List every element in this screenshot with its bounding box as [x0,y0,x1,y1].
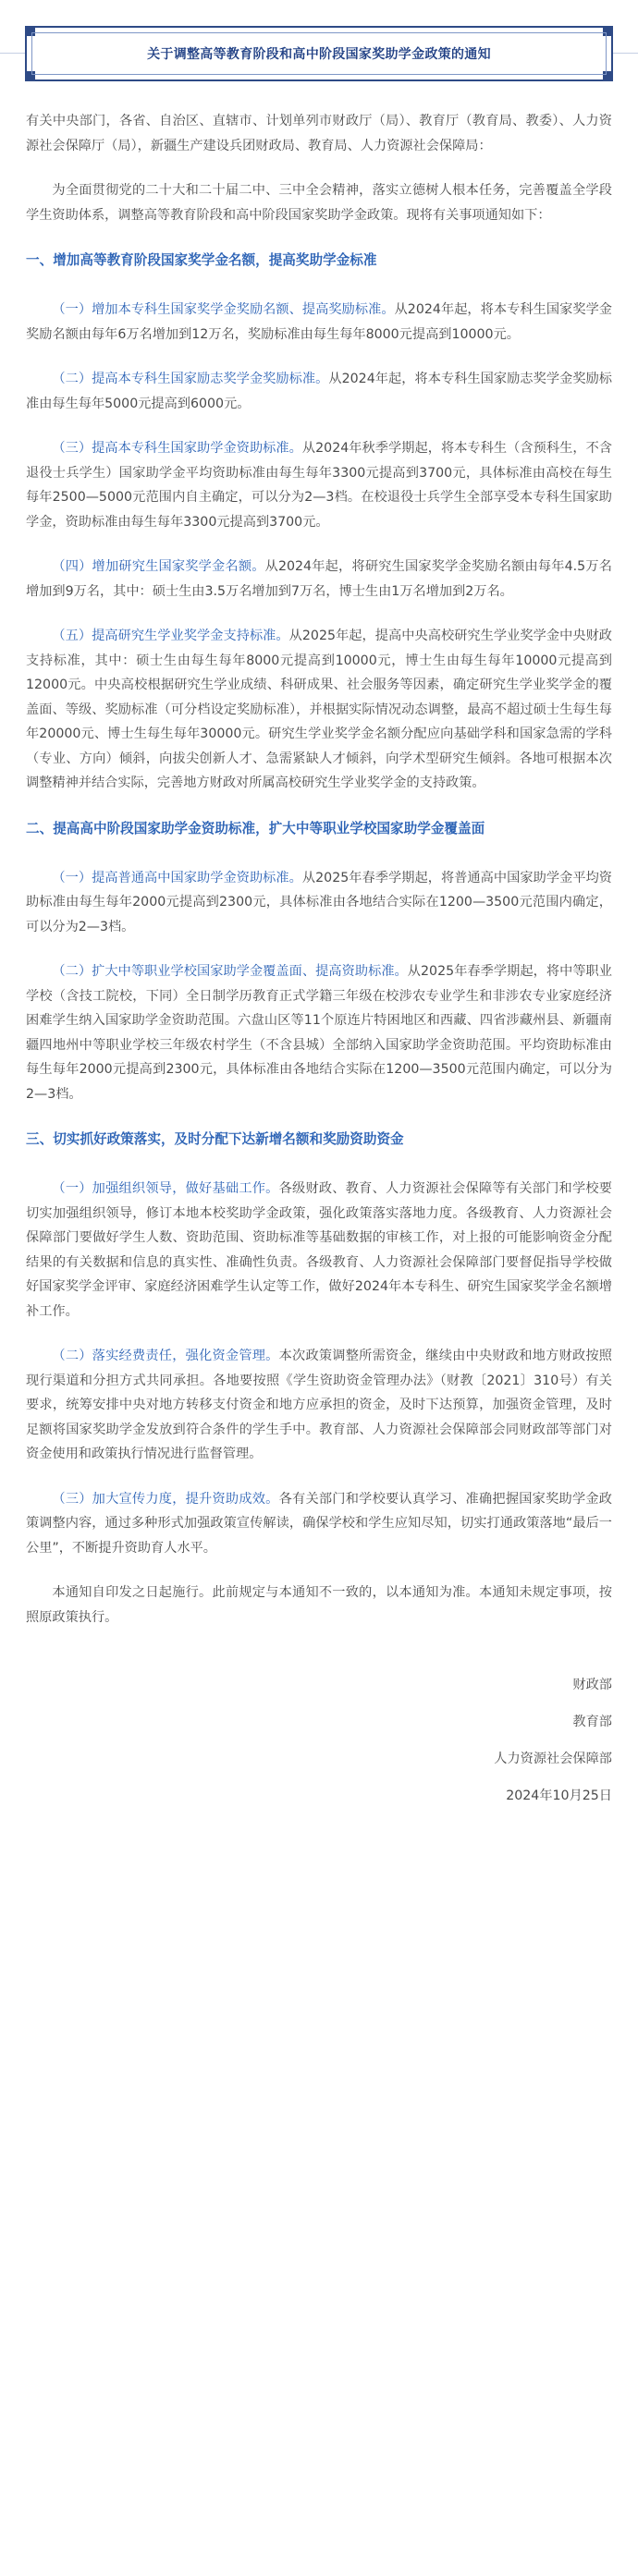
signature-block [26,1666,612,1814]
item-lead: （一）提高普通高中国家助学金资助标准。 [52,870,302,885]
page-title: 关于调整高等教育阶段和高中阶段国家奖助学金政策的通知 [147,47,491,62]
item-lead: （四）增加研究生国家奖学金名额。 [52,559,265,574]
item-body: 从2024年起，将本专科生国家奖学金奖励名额由每年6万名增加到12万名，奖励标准由每生每年8000元提高到10000元。 [26,302,612,342]
item-lead: （二）扩大中等职业学校国家助学金覆盖面、提高资助标准。 [52,964,408,979]
closing-paragraph: 本通知自印发之日起施行。此前规定与本通知不一致的，以本通知为准。本通知未规定事项，按照原政策执行。 [26,1585,612,1625]
issue-date: 2024年10月25日 [506,1789,612,1803]
section-heading: 二、提高高中阶段国家助学金资助标准，扩大中等职业学校国家助学金覆盖面 [26,820,485,836]
item-body: 从2024年秋季学期起，将本专科生（含预科生，不含退役士兵学生）国家助学金平均资助标准由每生每年3300元提高到3700元，具体标准由高校在每生每年2500—5000元范围内自主确定，可以分为2—3档。在校退役士兵学生全部享受本专科生国家助学金，资助标准由每生每年3300元提高到3700元。 [26,441,612,530]
section-item [26,555,612,604]
item-lead: （一）增加本专科生国家奖学金奖励名额、提高奖励标准。 [52,302,395,317]
title-banner [25,26,613,81]
banner-rule-right [613,53,638,54]
banner-frame [31,32,607,75]
section-item [26,1177,612,1324]
item-lead: （一）加强组织领导，做好基础工作。 [52,1181,279,1196]
section-item [26,1344,612,1467]
section-heading: 一、增加高等教育阶段国家奖学金名额，提高奖助学金标准 [26,252,377,268]
section-item [26,1487,612,1561]
item-lead: （二）提高本专科生国家励志奖学金奖励标准。 [52,372,329,386]
banner-rule-left [0,53,25,54]
item-body: 本次政策调整所需资金，继续由中央财政和地方财政按照现行渠道和分担方式共同承担。各地要按照《学生资助资金管理办法》（财教〔2021〕310号）有关要求，统筹安排中央对地方转移支付资金和地方应承担的资金，及时下达预算，加强资金管理，及时足额将国家奖助学金发放到符合条件的学生手中。教育部、人力资源社会保障部会同财政部等部门对资金使用和政策执行情况进行监督管理。 [26,1349,612,1461]
item-body: 从2025年起，提高中央高校研究生学业奖学金中央财政支持标准，其中：硕士生由每生每年8000元提高到10000元，博士生由每生每年10000元提高到12000元。中央高校根据研究生学业成绩、科研成果、社会服务等因素，确定研究生学业奖学金的覆盖面、等级、奖励标准（可分档设定奖励标准），并根据实际情况动态调整，最高不超过硕士生每生每年20000元、博士生每生每年30000元。研究生学业奖学金名额分配应向基础学科和国家急需的学科（专业、方向）倾斜，向拔尖创新人才、急需紧缺人才倾斜，向学术型研究生倾斜。各地可根据本次调整精神并结合实际，完善地方财政对所属高校研究生学业奖学金的支持政策。 [26,629,612,790]
item-body: 从2024年起，将本专科生国家励志奖学金奖励标准由每生每年5000元提高到6000元。 [26,372,612,411]
signatory: 财政部 [572,1678,612,1692]
signatory: 教育部 [572,1715,612,1729]
section-item [26,866,612,940]
item-body: 各有关部门和学校要认真学习、准确把握国家奖助学金政策调整内容，通过多种形式加强政策宣传解读，确保学校和学生应知尽知，切实打通政策落地“最后一公里”，不断提升资助育人水平。 [26,1491,612,1556]
addressee: 有关中央部门，各省、自治区、直辖市、计划单列市财政厅（局）、教育厅（教育局、教委）、人力资源社会保障厅（局），新疆生产建设兵团财政局、教育局、人力资源社会保障局： [26,114,612,153]
section-item [26,367,612,416]
item-body: 从2024年起，将研究生国家奖学金奖励名额由每年4.5万名增加到9万名，其中：硕士生由3.5万名增加到7万名，博士生由1万名增加到2万名。 [26,559,612,599]
item-body: 各级财政、教育、人力资源社会保障等有关部门和学校要切实加强组织领导，修订本地本校奖助学金政策，强化政策落实落地力度。各级教育、人力资源社会保障部门要做好学生人数、资助范围、资助标准等基础数据的审核工作，对上报的可能影响资金分配结果的有关数据和信息的真实性、准确性负责。各级教育、人力资源社会保障部门要督促指导学校做好国家奖学金评审、家庭经济困难学生认定等工作，做好2024年本专科生、研究生国家奖学金名额增补工作。 [26,1181,612,1319]
item-body: 从2025年春季学期起，将普通高中国家助学金平均资助标准由每生每年2000元提高到2300元，具体标准由各地结合实际在1200—3500元范围内确定，可以分为2—3档。 [26,870,612,934]
item-lead: （三）加大宣传力度，提升资助成效。 [52,1491,279,1507]
item-body: 从2025年春季学期起，将中等职业学校（含技工院校，下同）全日制学历教育正式学籍三年级在校涉农专业学生和非涉农专业家庭经济困难学生纳入国家助学金资助范围。六盘山区等11个原连片特困地区和西藏、四省涉藏州县、新疆南疆四地州中等职业学校三年级农村学生（不含县城）全部纳入国家助学金资助范围。平均资助标准由每生每年2000元提高到2300元，具体标准由各地结合实际在1200—3500元范围内确定，可以分为2—3档。 [26,964,612,1102]
section-item [26,959,612,1106]
item-lead: （二）落实经费责任，强化资金管理。 [52,1349,279,1363]
item-lead: （三）提高本专科生国家助学金资助标准。 [52,441,302,456]
section-item [26,624,612,796]
document-body [26,109,612,1814]
intro-paragraph: 为全面贯彻党的二十大和二十届二中、三中全会精神，落实立德树人根本任务，完善覆盖全学段学生资助体系，调整高等教育阶段和高中阶段国家奖助学金政策。现将有关事项通知如下： [26,183,612,223]
section-item [26,298,612,347]
section-item [26,436,612,534]
section-heading: 三、切实抓好政策落实，及时分配下达新增名额和奖励资助资金 [26,1131,404,1147]
signatory: 人力资源社会保障部 [494,1752,612,1766]
item-lead: （五）提高研究生学业奖学金支持标准。 [52,629,289,643]
